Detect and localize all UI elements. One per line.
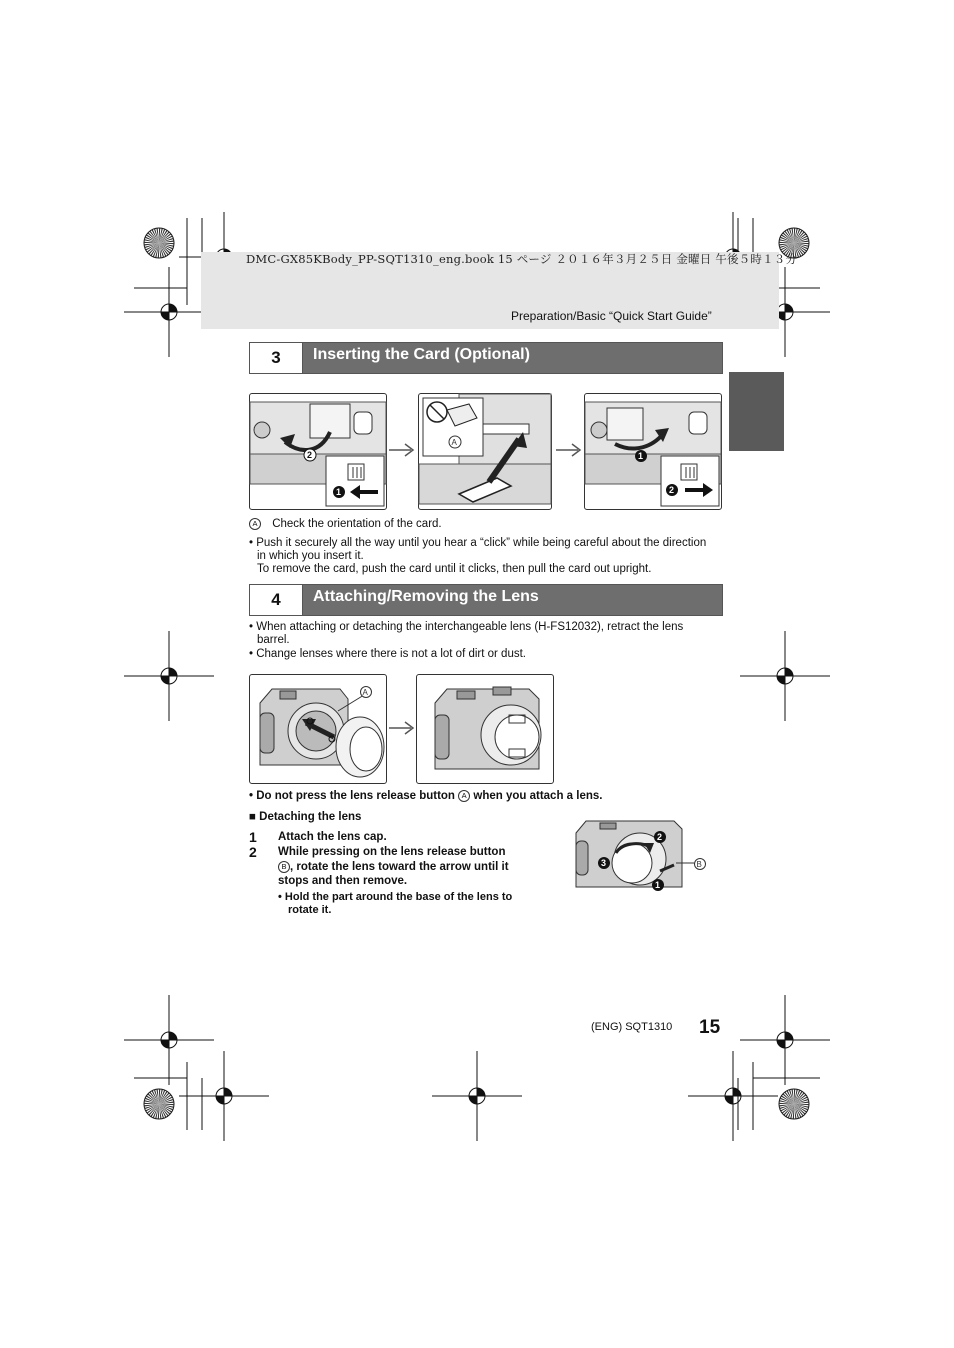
lens-detach-figure <box>570 815 710 895</box>
step-2-line3: stops and then remove. <box>278 875 408 887</box>
section-3-title: Inserting the Card (Optional) <box>313 346 530 363</box>
arrow-right-icon <box>389 721 415 735</box>
step-3-marker: 3 <box>601 858 607 868</box>
lens-retract-bullet-line1: • When attaching or detaching the interchangeable lens (H-FS12032), retract the lens <box>249 621 684 633</box>
breadcrumb: Preparation/Basic “Quick Start Guide” <box>511 309 712 323</box>
marker-b: B <box>278 861 290 873</box>
step-2-marker: 2 <box>307 450 313 460</box>
hold-base-subbullet-line2: rotate it. <box>288 904 332 916</box>
camera-lens-attach-illustration <box>250 675 386 783</box>
arrow-right-icon <box>556 443 582 457</box>
model-code: (ENG) SQT1310 <box>591 1021 673 1033</box>
warning-text-pre: • Do not press the lens release button <box>249 790 455 802</box>
card-figure-close-door <box>584 393 722 510</box>
orientation-marker: A <box>451 438 457 447</box>
arrow-right-icon <box>389 443 415 457</box>
card-figure-open-door <box>249 393 387 510</box>
starburst-mark <box>144 1089 174 1119</box>
starburst-mark <box>144 228 174 258</box>
card-push-bullet-line1: • Push it securely all the way until you hear a “click” while being careful about the direction <box>249 537 707 549</box>
step-1-marker: 1 <box>638 451 644 461</box>
release-button-marker: B <box>696 860 702 869</box>
lens-retract-bullet-line2: barrel. <box>257 634 290 646</box>
lens-attach-warning <box>249 790 602 804</box>
lens-release-marker: A <box>362 688 368 697</box>
camera-door-close-illustration <box>585 394 721 509</box>
page-number: 15 <box>699 1017 721 1038</box>
step-2-number: 2 <box>249 844 257 860</box>
step-2-line1: While pressing on the lens release button <box>278 846 506 858</box>
section-3-number: 3 <box>250 343 303 373</box>
card-push-bullet-line2: in which you insert it. <box>257 550 364 562</box>
lens-attached-figure <box>416 674 554 784</box>
step-2-line2 <box>278 861 509 875</box>
section-4-number: 4 <box>250 585 303 615</box>
camera-side-open-illustration <box>250 394 386 509</box>
step-2-marker: 2 <box>669 485 675 495</box>
marker-a: A <box>249 518 261 530</box>
detaching-lens-heading: ■ Detaching the lens <box>249 811 362 823</box>
step-1-text: Attach the lens cap. <box>278 831 387 843</box>
section-4-title: Attaching/Removing the Lens <box>313 588 539 605</box>
step-1-marker: 1 <box>655 880 661 890</box>
hold-base-subbullet-line1: • Hold the part around the base of the lens to <box>278 891 513 903</box>
camera-lens-detach-illustration <box>570 815 710 895</box>
section-3-heading <box>249 342 723 374</box>
step-1-marker: 1 <box>336 487 342 497</box>
marker-a: A <box>458 790 470 802</box>
section-4-heading <box>249 584 723 616</box>
starburst-mark <box>779 1089 809 1119</box>
card-figure-insert <box>418 393 552 510</box>
lens-attach-figure <box>249 674 387 784</box>
card-insert-illustration <box>419 394 551 509</box>
lens-dust-bullet: • Change lenses where there is not a lot of dirt or dust. <box>249 648 526 660</box>
step-1-number: 1 <box>249 829 257 845</box>
warning-text-post: when you attach a lens. <box>473 790 603 802</box>
card-orientation-note <box>249 518 442 532</box>
card-remove-instruction: To remove the card, push the card until it clicks, then pull the card out upright. <box>257 563 652 575</box>
step-2-marker: 2 <box>657 832 663 842</box>
step-2-line2-text: , rotate the lens toward the arrow until it <box>290 861 509 873</box>
camera-lens-attached-illustration <box>417 675 553 783</box>
note-text: Check the orientation of the card. <box>272 518 442 530</box>
chapter-side-tab <box>729 372 784 451</box>
book-file-line: DMC-GX85KBody_PP-SQT1310_eng.book 15 ページ ２０１６年３月２５日 金曜日 午後５時１３分 <box>246 252 798 266</box>
